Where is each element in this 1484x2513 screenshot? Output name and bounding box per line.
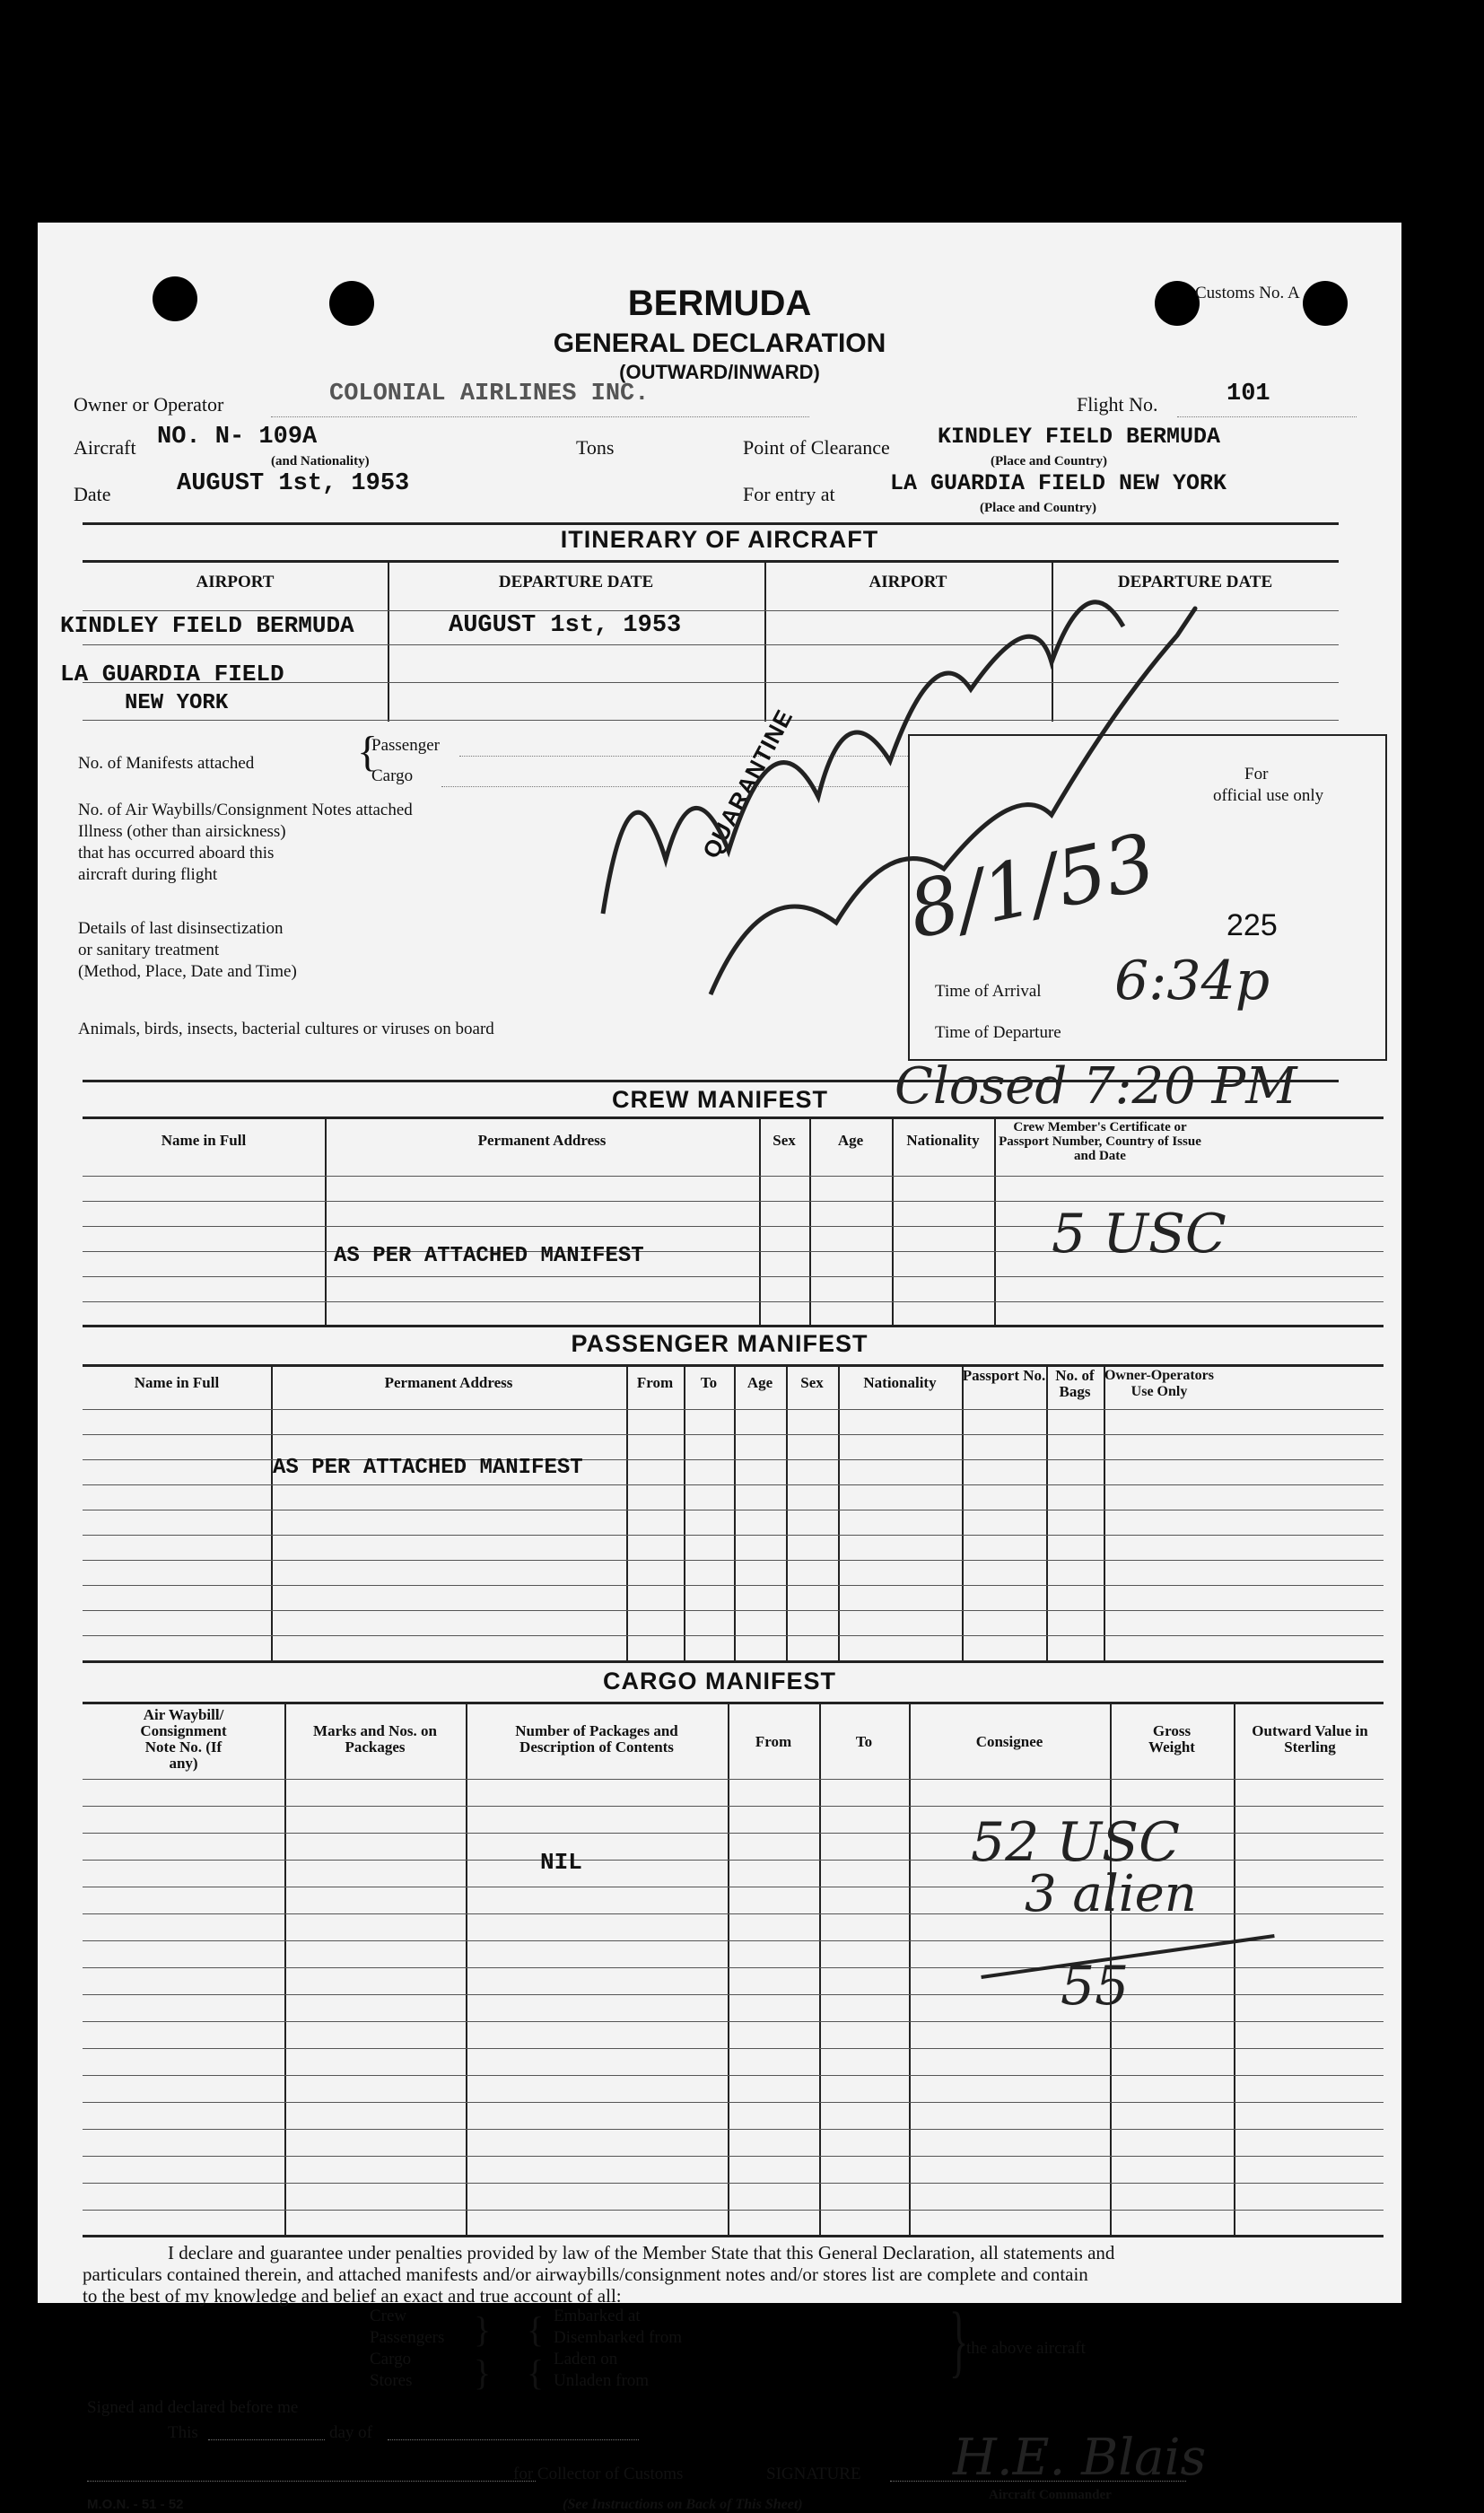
illness-label-1: Illness (other than airsickness) (78, 822, 286, 841)
declaration-text-2: particulars contained therein, and attached manifests and/or airwaybills/consignment notes and/or stores list are complete and contain (83, 2263, 1088, 2285)
flight-label: Flight No. (1077, 393, 1158, 416)
passenger-title: PASSENGER MANIFEST (571, 1330, 869, 1357)
decl-cargo: Cargo (370, 2350, 412, 2369)
decl-commander: Aircraft Commander (989, 2488, 1112, 2502)
decl-disembarked: Disembarked from (554, 2328, 682, 2347)
instructions-note: (See Instructions on Back of This Sheet) (563, 2497, 803, 2512)
pax-col-to: To (700, 1374, 718, 1391)
pax-col-passport: Passport No. (962, 1367, 1046, 1384)
decl-signature-label: SIGNATURE (766, 2465, 861, 2483)
itin-col-airport-1: AIRPORT (196, 573, 275, 591)
nationality-note: (and Nationality) (271, 454, 370, 468)
animals-label: Animals, birds, insects, bacterial cultures or viruses on board (78, 1020, 494, 1038)
departure-label: Time of Departure (935, 1023, 1061, 1042)
illness-label-3: aircraft during flight (78, 865, 218, 884)
aircraft-value: NO. N- 109A (157, 424, 318, 451)
pax-col-address: Permanent Address (384, 1374, 513, 1391)
crew-col-sex: Sex (773, 1132, 796, 1149)
decl-embarked: Embarked at (554, 2307, 641, 2325)
disinsect-label-3: (Method, Place, Date and Time) (78, 962, 297, 981)
cargo-col-waybill: Air Waybill/ Consignment Note No. (If any) (140, 1706, 227, 1772)
pax-col-sex: Sex (800, 1374, 824, 1391)
itin-col-date-2: DEPARTURE DATE (1117, 573, 1273, 591)
declaration-text-1: I declare and guarantee under penalties provided by law of the Member State that this General Declaration, all statements and (168, 2242, 1115, 2263)
pax-col-from: From (636, 1374, 674, 1391)
cargo-col-from: From (755, 1733, 792, 1750)
crew-col-name: Name in Full (161, 1132, 247, 1149)
cargo-col-consignee: Consignee (975, 1733, 1043, 1750)
itin-row3-airport: NEW YORK (125, 691, 229, 715)
decl-laden: Laden on (554, 2350, 618, 2369)
decl-signed: Signed and declared before me (87, 2398, 299, 2417)
disinsect-label-2: or sanitary treatment (78, 941, 220, 959)
pax-col-name: Name in Full (134, 1374, 220, 1391)
decl-passengers: Passengers (370, 2328, 445, 2347)
illness-label-2: that has occurred aboard this (78, 844, 275, 862)
flight-value: 101 (1226, 381, 1270, 407)
date-label: Date (74, 483, 111, 505)
handwritten-cargo-1: 52 USC (971, 1811, 1180, 1874)
crew-col-age: Age (837, 1132, 864, 1149)
tons-label: Tons (576, 436, 615, 459)
aircraft-label: Aircraft (74, 436, 136, 459)
cargo-title: CARGO MANIFEST (603, 1668, 836, 1694)
owner-label: Owner or Operator (74, 393, 224, 416)
handwritten-arrival: 6:34p (1114, 950, 1270, 1012)
crew-col-certificate: Crew Member's Certificate or Passport Number, Country of Issue and Date (999, 1120, 1201, 1163)
pax-col-owner-use: Owner-Operators Use Only (1104, 1368, 1215, 1399)
form-subtitle: GENERAL DECLARATION (553, 328, 886, 358)
handwritten-crew-count: 5 USC (1052, 1203, 1226, 1265)
decl-collector: for Collector of Customs (513, 2465, 684, 2483)
manifests-label: No. of Manifests attached (78, 754, 255, 773)
owner-value: COLONIAL AIRLINES INC. (329, 381, 650, 407)
handwritten-cargo-total: 55 (1061, 1955, 1130, 2018)
decl-above-aircraft: the above aircraft (966, 2339, 1086, 2358)
cargo-note: NIL (540, 1849, 582, 1876)
entry-value: LA GUARDIA FIELD NEW YORK (890, 470, 1227, 496)
pax-col-age: Age (746, 1374, 773, 1391)
decl-day-of: day of (329, 2423, 373, 2442)
handwritten-scrawl (549, 528, 1249, 1030)
passenger-note: AS PER ATTACHED MANIFEST (273, 1456, 583, 1480)
crew-col-address: Permanent Address (477, 1132, 607, 1149)
form-number: M.O.N. - 51 - 52 (87, 2497, 184, 2512)
pax-col-nationality: Nationality (863, 1374, 937, 1391)
crew-col-nationality: Nationality (906, 1132, 980, 1149)
decl-this: This (168, 2423, 198, 2442)
itin-row1-airport: KINDLEY FIELD BERMUDA (60, 612, 354, 639)
disinsect-label-1: Details of last disinsectization (78, 919, 284, 938)
declaration-form: BERMUDA GENERAL DECLARATION (OUTWARD/INWARD) Customs No. A Owner or Operator COLONIAL AIRLINES INC. Flight No. 101 Aircraft NO. N- 109A (and Nationality) Tons Point of Clearance KINDLEY FIELD BERMUDA (Place and Country) Date AUGUST 1st, 1953 For entry at LA GUARDIA FIELD NEW YORK (Place and Country) ITINERARY OF AIRCRAFT AIRPORT DEPARTURE DATE AIRPORT DEPARTURE DATE KINDLEY FIELD BERMUDA AUGUST 1st, 1953 LA GUARDIA FIELD NEW YORK No. of Manifests attached { Passenger Cargo No. of Air Waybills/Consignment Notes attached Illness (other than airsickness) that has occurred aboard this aircraft during flight Details of last disinsectization or sanitary treatment (Method, Place, Date and Time) Animals, birds, insects, bacterial cultures or viruses on board For official use only 225 Time of Arrival Time of Departure QUARANTINE 8/1/53 6:34p CREW MANIFEST Closed 7:20 PM Name in Full Permanent Address Sex Age Nationality Crew Member's Certificate or Passport Number, Country of Issue and Date AS PER ATTACHED MANIFEST 5 USC PASSENGER MANIFEST Name in Full Permanent Address From To Age Sex Nationality Passport No. No. of Bags Owner-Operators Use Only AS PER ATTACHED MANIFEST CARGO MANIFEST Air Waybill/ Consignment Note No. (If any) Marks and Nos. on Packages Number of Packages and Description of Contents From To Consignee Gross Weight Outward Value in Sterling NIL 52 USC 3 alien 55 I declare and guarantee under penalties provided by law of the Member State that this General Declaration, all statements and particulars contained therein, and attached manifests and/or airwaybills/consignment notes and/or stores list are complete and contain to the best of my knowledge and belief an exact and true account of all: Crew Passengers Cargo Stores } } { { Embarked at Disembarked from Laden on Unladen from } the above aircraft Signed and declared before me This day of for Collector of Customs SIGNATURE H.E. Blais Aircraft Commander M.O.N. - 51 - 52 (See Instructions on Back of This Sheet) (38, 223, 1401, 2303)
clearance-value: KINDLEY FIELD BERMUDA (938, 424, 1221, 450)
clearance-note: (Place and Country) (991, 454, 1107, 468)
cargo-col-marks: Marks and Nos. on Packages (313, 1722, 437, 1756)
form-direction: (OUTWARD/INWARD) (619, 361, 820, 383)
official-number: 225 (1226, 908, 1278, 942)
entry-label: For entry at (743, 483, 835, 505)
handwritten-date: 8/1/53 (901, 817, 1164, 957)
arrival-label: Time of Arrival (935, 982, 1042, 1001)
cargo-col-weight: Gross Weight (1148, 1722, 1195, 1756)
manifest-passenger-label: Passenger (371, 736, 440, 755)
crew-title: CREW MANIFEST (612, 1086, 828, 1113)
itinerary-title: ITINERARY OF AIRCRAFT (560, 526, 879, 553)
cargo-col-packages: Number of Packages and Description of Contents (515, 1722, 678, 1756)
cargo-col-to: To (855, 1733, 873, 1750)
itin-col-airport-2: AIRPORT (869, 573, 947, 591)
form-title: BERMUDA (627, 284, 812, 323)
crew-note: AS PER ATTACHED MANIFEST (334, 1244, 644, 1268)
itin-row1-date: AUGUST 1st, 1953 (449, 612, 682, 639)
itin-col-date-1: DEPARTURE DATE (498, 573, 654, 591)
handwritten-closed: Closed 7:20 PM (895, 1057, 1297, 1116)
commander-signature: H.E. Blais (953, 2429, 1207, 2487)
itin-row2-airport: LA GUARDIA FIELD (60, 661, 284, 687)
official-use-label-2: official use only (1213, 786, 1324, 805)
handwritten-cargo-2: 3 alien (1025, 1865, 1197, 1923)
official-use-label-1: For (1244, 765, 1269, 784)
decl-unladen: Unladen from (554, 2371, 650, 2390)
waybills-label: No. of Air Waybills/Consignment Notes attached (78, 801, 413, 819)
customs-number: Customs No. A (1195, 284, 1300, 302)
manifest-cargo-label: Cargo (371, 766, 414, 785)
cargo-col-value: Outward Value in Sterling (1252, 1722, 1368, 1756)
clearance-label: Point of Clearance (743, 436, 890, 459)
date-value: AUGUST 1st, 1953 (177, 470, 410, 497)
quarantine-stamp: QUARANTINE (696, 705, 799, 863)
declaration-text-3: to the best of my knowledge and belief an exact and true account of all: (83, 2285, 622, 2307)
pax-col-bags: No. of Bags (1055, 1367, 1095, 1400)
entry-note: (Place and Country) (980, 501, 1096, 515)
decl-stores: Stores (370, 2371, 413, 2390)
decl-crew: Crew (370, 2307, 407, 2325)
